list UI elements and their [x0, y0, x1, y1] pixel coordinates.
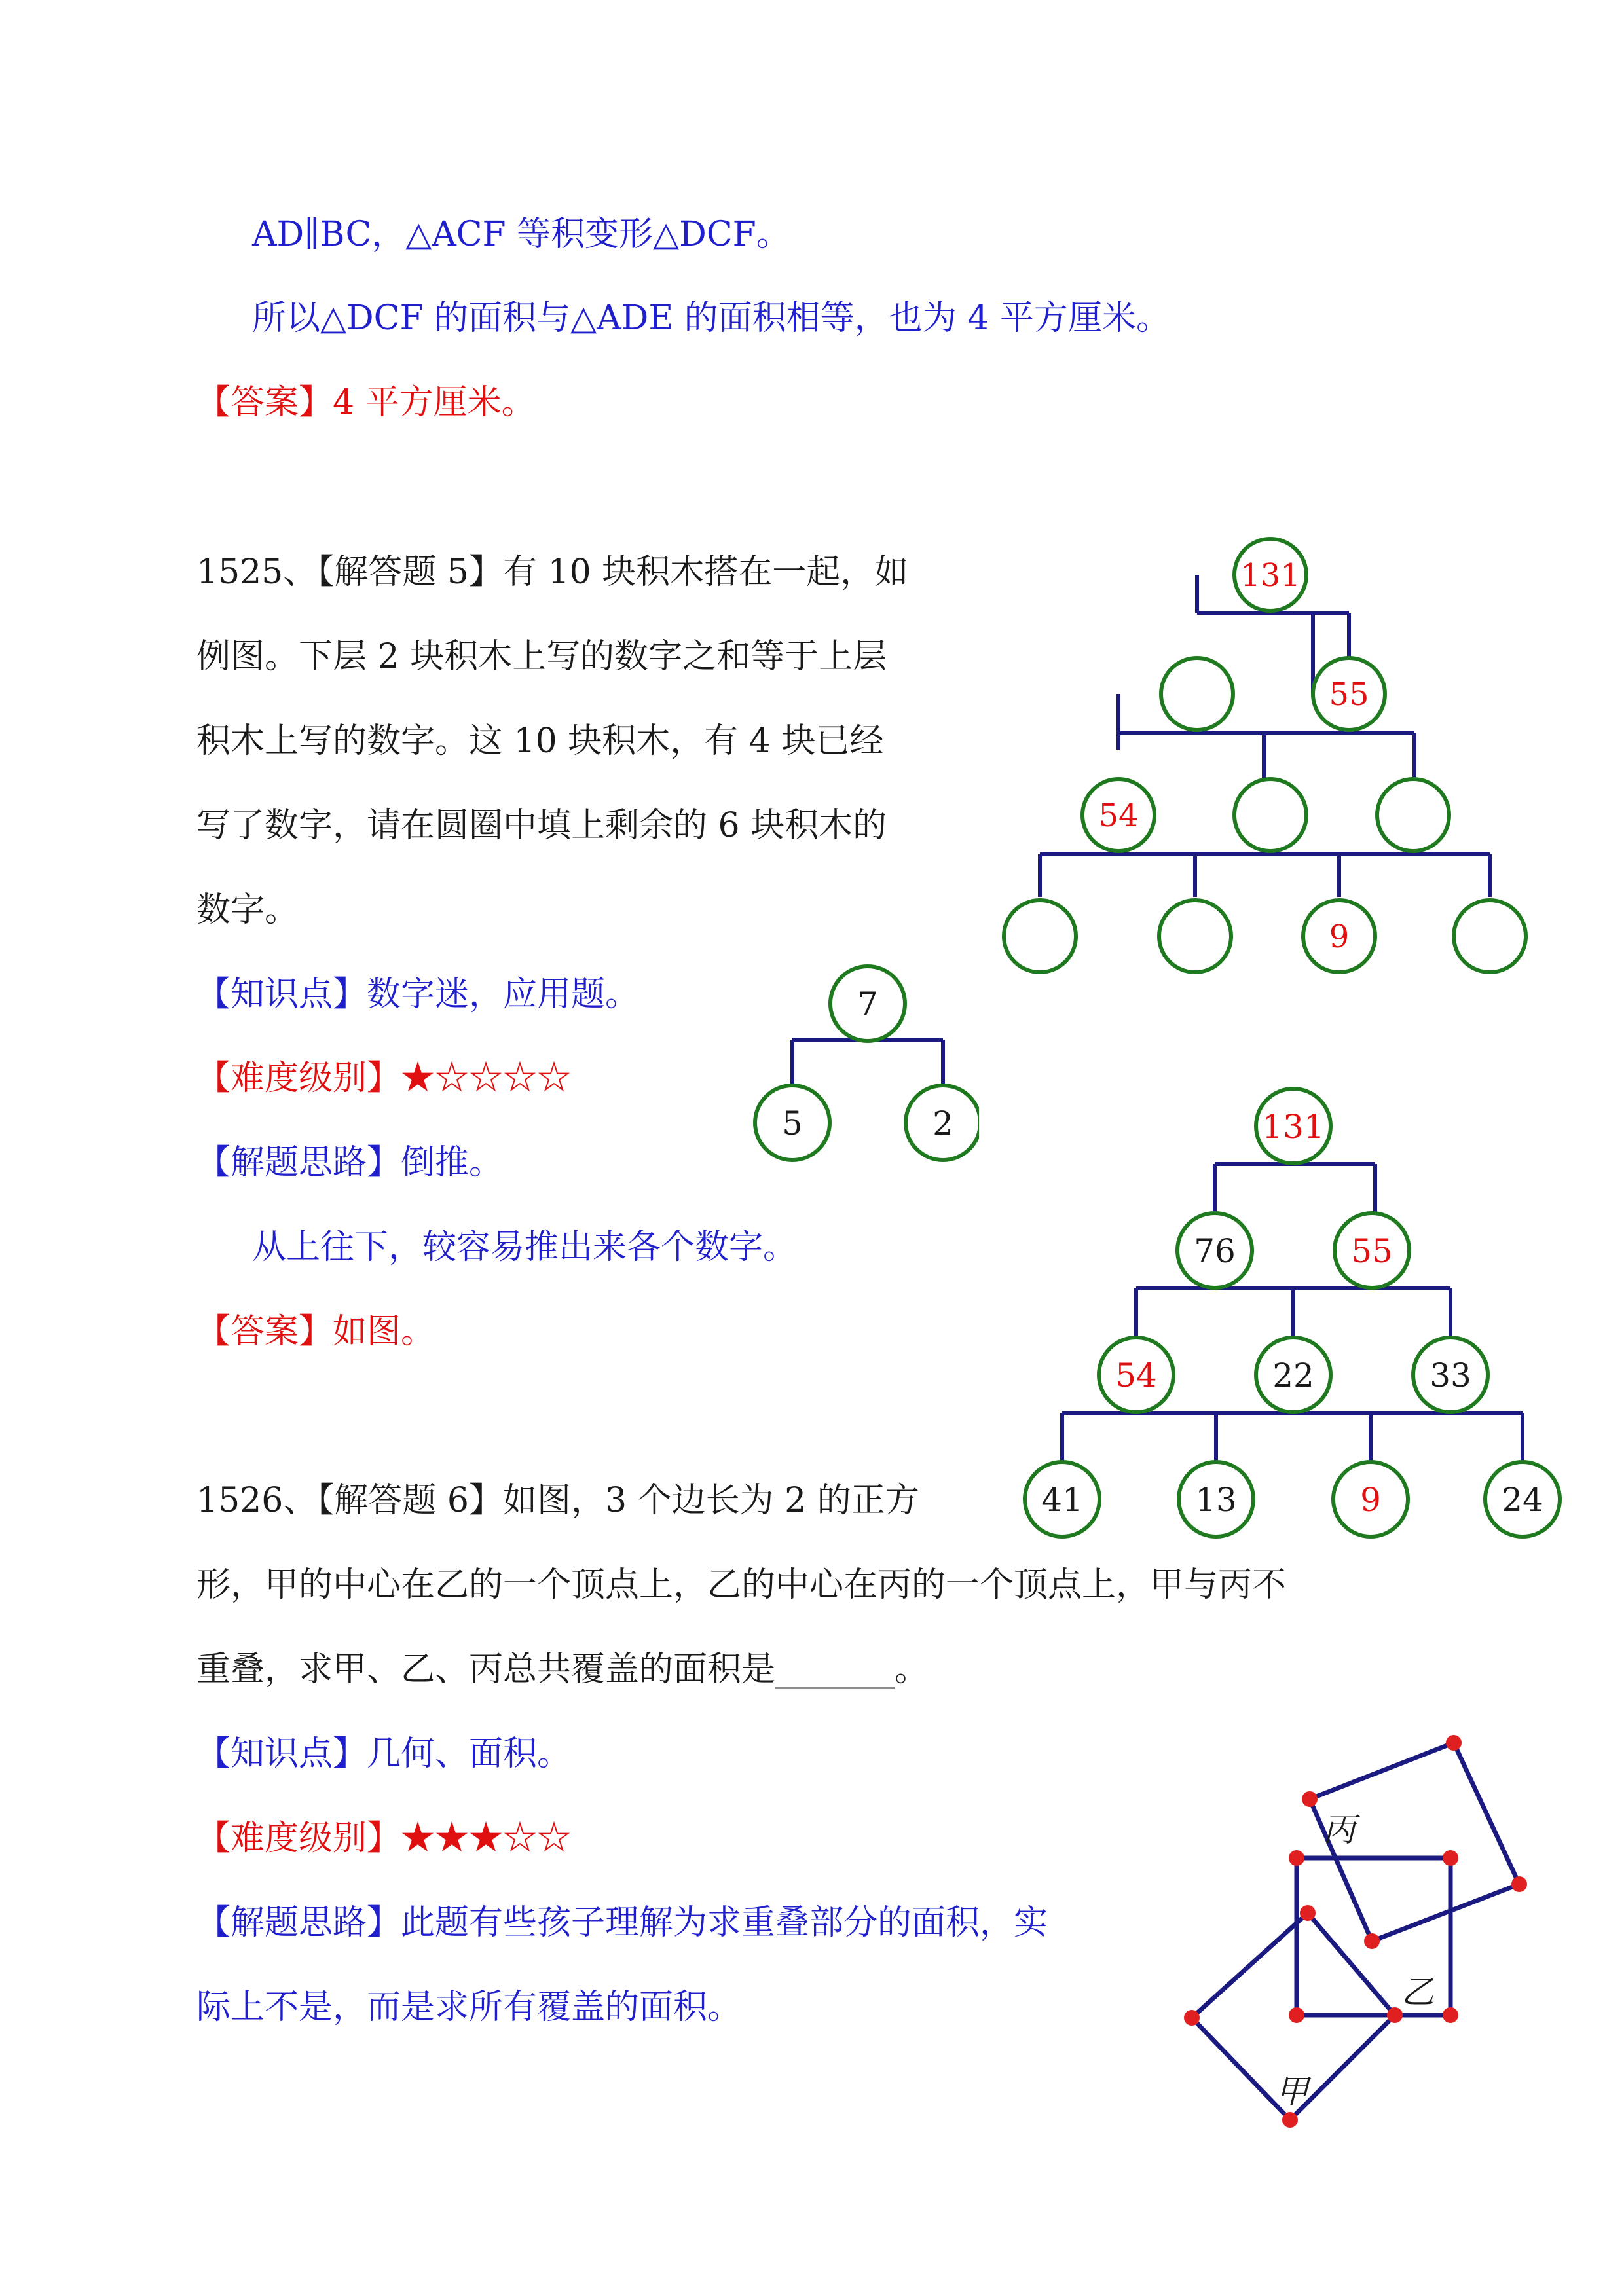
q1526-approach-line-2: 际上不是，而是求所有覆盖的面积。 — [196, 1988, 742, 2027]
block-4-2 — [1159, 900, 1231, 972]
question-tag: 【解答题 6】 — [317, 1481, 503, 1520]
label-jia: 甲 — [1276, 2073, 1308, 2111]
block-value: 54 — [1098, 797, 1139, 834]
block-value: 9 — [1329, 919, 1350, 955]
block-3-3 — [1377, 779, 1449, 851]
block-3-2 — [1234, 779, 1306, 851]
q1526-line-1 — [196, 1481, 919, 1520]
answer-block: 41 — [1041, 1481, 1083, 1519]
difficulty-label: 【难度级别】 — [196, 1059, 401, 1098]
example-right: 2 — [932, 1104, 953, 1142]
answer-text: 4 平方厘米。 — [333, 383, 536, 422]
prev-line-2: 所以△DCF 的面积与△ADE 的面积相等，也为 4 平方厘米。 — [252, 299, 1170, 338]
difficulty-stars: ★★★☆☆ — [401, 1819, 572, 1858]
block-4-4 — [1454, 900, 1526, 972]
approach-label: 【解题思路】 — [196, 1143, 401, 1182]
prev-line-1: AD∥BC，△ACF 等积变形△DCF。 — [252, 215, 790, 254]
knowledge-text: 几何、面积。 — [367, 1734, 572, 1774]
q1525-approach — [196, 1143, 504, 1182]
example-left: 5 — [782, 1104, 803, 1142]
block-4-1 — [1004, 900, 1076, 972]
approach-label: 【解题思路】 — [196, 1903, 401, 1942]
knowledge-label: 【知识点】 — [196, 975, 367, 1014]
q1525-approach-detail: 从上往下，较容易推出来各个数字。 — [252, 1228, 798, 1267]
squares-figure — [1179, 1715, 1545, 2134]
answer-block: 54 — [1115, 1357, 1157, 1394]
answer-block: 131 — [1262, 1108, 1325, 1146]
q1525-line-2: 例图。下层 2 块积木上写的数字之和等于上层 — [196, 637, 887, 676]
q1526-line-3: 重叠，求甲、乙、丙总共覆盖的面积是_______。 — [196, 1650, 929, 1689]
question-text: 如图，3 个边长为 2 的正方 — [502, 1481, 919, 1520]
approach-text: 倒推。 — [401, 1143, 504, 1182]
block-value: 55 — [1329, 676, 1369, 713]
knowledge-label: 【知识点】 — [196, 1734, 367, 1774]
q1526-difficulty — [196, 1819, 572, 1858]
block-value: 131 — [1240, 557, 1301, 594]
example-top: 7 — [857, 985, 878, 1023]
answer-block: 24 — [1502, 1481, 1543, 1519]
answer-block: 76 — [1194, 1232, 1236, 1270]
approach-text: 此题有些孩子理解为求重叠部分的面积，实 — [401, 1903, 1048, 1942]
question-number: 1525、 — [196, 553, 318, 592]
answer-label: 【答案】 — [196, 383, 333, 422]
q1526-knowledge — [196, 1734, 572, 1774]
q1525-difficulty — [196, 1059, 572, 1098]
answer-pyramid — [1008, 1087, 1565, 1545]
question-number: 1526、 — [196, 1481, 318, 1520]
difficulty-label: 【难度级别】 — [196, 1819, 401, 1858]
question-tag: 【解答题 5】 — [317, 553, 503, 592]
q1526-approach — [196, 1903, 1048, 1942]
question-pyramid — [1002, 537, 1539, 982]
answer-block: 33 — [1430, 1357, 1471, 1394]
q1525-line-5: 数字。 — [196, 890, 299, 930]
answer-block: 9 — [1360, 1481, 1381, 1519]
label-bing: 丙 — [1323, 1811, 1356, 1849]
answer-block: 22 — [1272, 1357, 1314, 1394]
answer-text: 如图。 — [333, 1312, 435, 1351]
q1525-line-1 — [196, 553, 909, 592]
difficulty-stars: ★☆☆☆☆ — [401, 1059, 572, 1098]
knowledge-text: 数字迷，应用题。 — [367, 975, 640, 1014]
q1525-answer — [196, 1312, 435, 1351]
q1525-knowledge — [196, 975, 640, 1014]
q1525-line-3: 积木上写的数字。这 10 块积木，有 4 块已经 — [196, 721, 884, 761]
q1525-line-4: 写了数字，请在圆圈中填上剩余的 6 块积木的 — [196, 806, 887, 845]
block-2-1 — [1161, 658, 1233, 730]
q1526-line-2: 形，甲的中心在乙的一个顶点上，乙的中心在丙的一个顶点上，甲与丙不 — [196, 1565, 1287, 1605]
answer-block: 13 — [1195, 1481, 1237, 1519]
question-text: 有 10 块积木搭在一起，如 — [502, 553, 909, 592]
example-tree — [743, 962, 979, 1178]
answer-block: 55 — [1351, 1232, 1393, 1270]
label-yi: 乙 — [1401, 1973, 1434, 2011]
prev-answer — [196, 383, 536, 422]
answer-label: 【答案】 — [196, 1312, 333, 1351]
